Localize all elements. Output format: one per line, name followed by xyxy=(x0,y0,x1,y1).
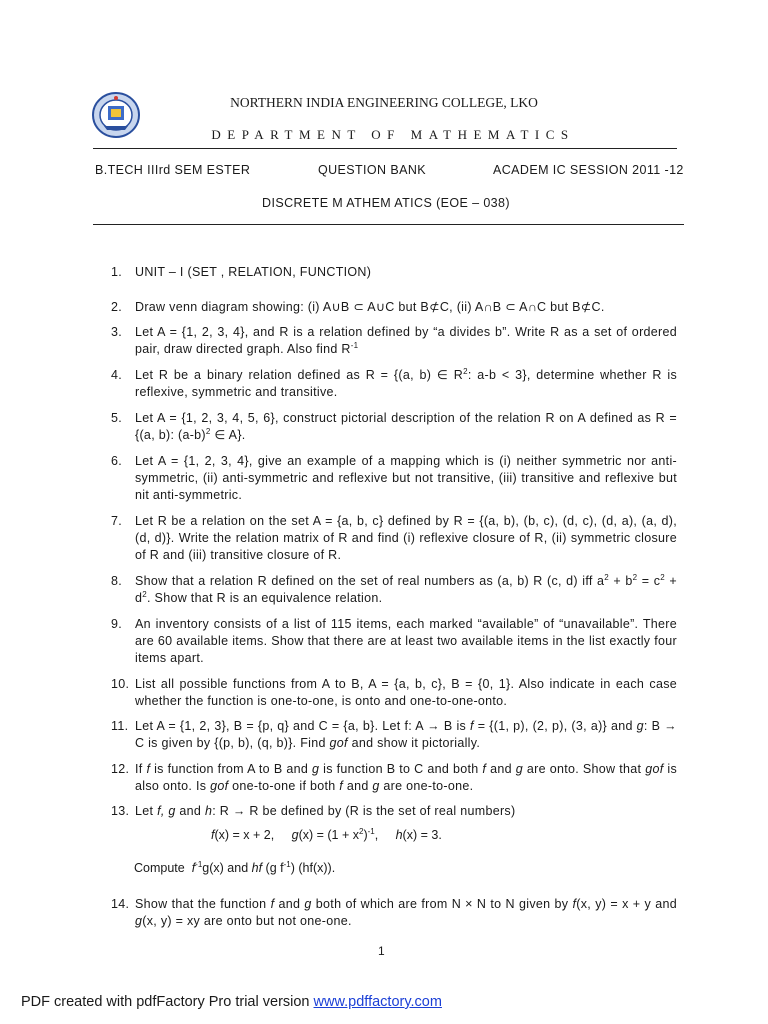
question-text-part: is function from A to B and xyxy=(150,762,312,776)
func-g: g xyxy=(636,719,644,733)
superscript: 2 xyxy=(359,826,364,836)
question-item xyxy=(111,453,677,504)
func-h: h xyxy=(204,804,213,818)
question-text-part: and xyxy=(486,762,516,776)
pdf-footer xyxy=(21,994,442,1010)
question-number: 6. xyxy=(111,454,123,468)
func-f: f xyxy=(572,897,577,911)
question-text-part: : a-b < 3}, determine whether R is reflexive, symmetric and transitive. xyxy=(135,368,677,399)
superscript: -1 xyxy=(283,859,291,869)
question-number: 9. xyxy=(111,617,123,631)
question-item xyxy=(111,513,677,564)
func-hf: hf xyxy=(251,861,263,875)
compute-tail: ) (hf(x)). xyxy=(290,861,336,875)
question-item xyxy=(111,573,677,607)
page-number: 1 xyxy=(378,944,385,958)
func-f: f xyxy=(146,762,151,776)
superscript: 2 xyxy=(632,572,638,582)
q13-compute xyxy=(134,861,335,875)
compute-label: Compute xyxy=(134,861,185,875)
department-name: DEPARTMENT OF MATHEMATICS xyxy=(211,127,575,142)
equation-h: (x) = 3. xyxy=(402,828,442,842)
func-fg: f, g xyxy=(157,804,176,818)
superscript: -1 xyxy=(350,340,359,350)
question-item xyxy=(111,299,677,316)
question-number: 3. xyxy=(111,325,123,339)
equation-f: (x) = x + 2, xyxy=(214,828,275,842)
question-text: Let R be a relation on the set A = {a, b, c} defined by R = {(a, b), (b, c), (d, c), (d, a), (a, d), (d, d)}. Write the relation matrix of R and find (i) reflexive closure of R, (ii) symmetric closure of R and (iii) transitive closure of R. xyxy=(135,514,677,562)
footer-link[interactable]: www.pdffactory.com xyxy=(313,994,442,1010)
question-text-part: (x, y) = xy are onto but not one-one. xyxy=(142,914,352,928)
compute-mid: g(x) and xyxy=(202,861,252,875)
question-text-part: = {(1, p), (2, p), (3, a)} and xyxy=(473,719,637,733)
question-text-part: ∈ A}. xyxy=(210,428,246,442)
question-number: 11. xyxy=(111,719,129,733)
question-text xyxy=(135,410,677,444)
question-text-part: Show that a relation R defined on the set of real numbers as (a, b) R (c, d) iff a xyxy=(135,574,605,588)
question-text: Draw venn diagram showing: (i) A∪B ⊂ A∪C but B⊄C, (ii) A∩B ⊂ A∩C but B⊄C. xyxy=(135,300,605,314)
question-text-part: = c xyxy=(637,574,661,588)
func-g: g xyxy=(304,897,312,911)
func-gof: gof xyxy=(210,779,229,793)
func-g: g xyxy=(372,779,380,793)
college-name: NORTHERN INDIA ENGINEERING COLLEGE, LKO xyxy=(230,95,538,110)
subject-title: DISCRETE M ATHEM ATICS (EOE – 038) xyxy=(262,196,510,210)
func-g: g xyxy=(515,762,523,776)
question-number: 2. xyxy=(111,300,123,314)
question-text-part: (x, y) = x + y and xyxy=(576,897,677,911)
question-item xyxy=(111,803,677,820)
func-g: g xyxy=(311,762,320,776)
func-f: f xyxy=(339,779,344,793)
footer-text: PDF created with pdfFactory Pro trial version xyxy=(21,994,314,1010)
question-text-part: Let xyxy=(135,804,158,818)
question-number: 10. xyxy=(111,677,130,691)
divider-bottom xyxy=(93,224,684,225)
question-item xyxy=(111,410,677,444)
question-text xyxy=(135,761,677,795)
question-text-part: one-to-one if both xyxy=(228,779,340,793)
func-g: g xyxy=(291,828,299,842)
question-text-part: are one-to-one. xyxy=(379,779,474,793)
question-text-part: Let A = {1, 2, 3, 4, 5, 6}, construct pictorial description of the relation R on A defined as R = {(a, b): (a-b) xyxy=(135,411,677,442)
func-gof: gof xyxy=(329,736,348,750)
func-f: f xyxy=(482,762,487,776)
q13-equations: f(x) = x + 2, $g(x) = (1 + x^2)^{-1}$, h(x) = 3. xyxy=(211,826,442,842)
superscript: 2 xyxy=(660,572,666,582)
question-number: 4. xyxy=(111,368,123,382)
superscript: -1 xyxy=(367,826,375,836)
question-text xyxy=(135,324,677,358)
question-item xyxy=(111,896,677,930)
superscript: 2 xyxy=(463,366,468,376)
question-text-part: and xyxy=(274,897,305,911)
divider-top xyxy=(93,148,677,149)
question-text: An inventory consists of a list of 115 items, each marked “available” of “unavailable”. There are 60 available items. Show that there are at least two available items in the list exactly four items apart. xyxy=(135,617,677,665)
question-number: 1. xyxy=(111,265,123,279)
question-number: 8. xyxy=(111,574,123,588)
question-text-part: If xyxy=(135,762,147,776)
question-number: 12. xyxy=(111,762,130,776)
question-text xyxy=(135,573,677,607)
doc-type-label: QUESTION BANK xyxy=(318,163,426,177)
superscript: 2 xyxy=(604,572,610,582)
question-text-part: is also onto. Is xyxy=(135,762,677,793)
question-text-part: + b xyxy=(609,574,633,588)
question-text-part: . Show that R is an equivalence relation. xyxy=(147,591,383,605)
question-text-part: : B → C is given by {(p, b), (q, b)}. Find xyxy=(135,719,677,750)
superscript: 2 xyxy=(205,426,211,436)
question-text xyxy=(135,367,677,401)
question-text-part: : R → R be defined by (R is the set of real numbers) xyxy=(212,804,516,818)
question-item xyxy=(111,676,677,710)
func-f: f xyxy=(270,897,275,911)
question-number: 14. xyxy=(111,897,130,911)
question-text: List all possible functions from A to B, A = {a, b, c}, B = {0, 1}. Also indicate in each case whether the function is one-to-one, is onto and one-to-one-onto. xyxy=(135,677,677,708)
question-text-part: Let R be a binary relation defined as R = {(a, b) ∈ R xyxy=(135,368,464,382)
func-gof: gof xyxy=(645,762,664,776)
question-item xyxy=(111,718,677,752)
func-g: g xyxy=(135,914,143,928)
question-text: UNIT – I (SET , RELATION, FUNCTION) xyxy=(135,265,372,279)
question-text-part: and xyxy=(175,804,205,818)
semester-label: B.TECH IIIrd SEM ESTER xyxy=(95,163,251,177)
question-text-part: and xyxy=(343,779,373,793)
func-h: h xyxy=(395,828,403,842)
question-text-part: Let A = {1, 2, 3}, B = {p, q} and C = {a, b}. Let f: A → B is xyxy=(135,719,471,733)
superscript: 2 xyxy=(142,589,148,599)
question-item xyxy=(111,264,677,281)
equation-g-tail: ) xyxy=(363,828,368,842)
question-text-body: Let A = {1, 2, 3, 4}, and R is a relation defined by “a divides b”. Write R as a set of ordered pair, draw directed graph. Also find R xyxy=(135,325,677,356)
question-item xyxy=(111,324,677,358)
question-text-part: is function B to C and both xyxy=(319,762,483,776)
question-item xyxy=(111,616,677,667)
func-f: f xyxy=(470,719,474,733)
question-text-part: both of which are from N × N to N given by xyxy=(311,897,573,911)
session-label: ACADEM IC SESSION 2011 -12 xyxy=(493,163,684,177)
question-text xyxy=(135,718,677,752)
func-f: f xyxy=(191,861,196,875)
question-text-part: + d xyxy=(135,574,677,605)
question-number: 7. xyxy=(111,514,123,528)
question-text-part: Show that the function xyxy=(135,897,271,911)
question-text-part: and show it pictorially. xyxy=(347,736,481,750)
equation-g: (x) = (1 + x xyxy=(298,828,359,842)
func-f: f xyxy=(211,828,215,842)
question-number: 13. xyxy=(111,804,130,818)
question-text: Let A = {1, 2, 3, 4}, give an example of a mapping which is (i) neither symmetric nor anti-symmetric, (ii) anti-symmetric and reflexive but not transitive, (iii) transitive and reflexive but nit anti-symmetric. xyxy=(135,454,677,502)
superscript: -1 xyxy=(195,859,203,869)
question-text xyxy=(135,896,677,930)
question-text-part: are onto. Show that xyxy=(522,762,646,776)
question-item xyxy=(111,761,677,795)
compute-paren: (g f xyxy=(262,861,284,875)
question-item xyxy=(111,367,677,401)
question-text xyxy=(135,803,677,820)
question-number: 5. xyxy=(111,411,123,425)
